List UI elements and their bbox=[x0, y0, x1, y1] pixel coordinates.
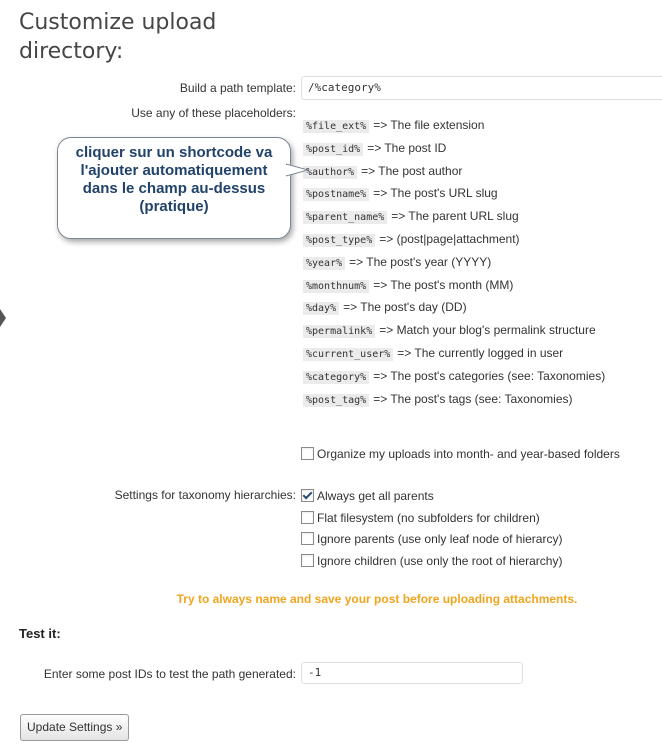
placeholders-label: Use any of these placeholders: bbox=[131, 106, 296, 120]
placeholder-code[interactable]: %category% bbox=[303, 371, 369, 384]
taxonomy-checkbox[interactable] bbox=[301, 554, 314, 567]
callout-annotation: cliquer sur un shortcode va l'ajouter automatiquement dans le champ au-dessus (pratique) bbox=[57, 137, 291, 239]
placeholder-item bbox=[303, 390, 573, 408]
placeholder-code[interactable]: %monthnum% bbox=[303, 280, 369, 293]
placeholder-code[interactable]: %postname% bbox=[303, 188, 369, 201]
placeholder-description: => Match your blog's permalink structure bbox=[379, 323, 596, 338]
update-settings-button[interactable]: Update Settings » bbox=[20, 714, 129, 741]
placeholder-code[interactable]: %post_type% bbox=[303, 234, 375, 247]
placeholder-code[interactable]: %current_user% bbox=[303, 348, 393, 361]
test-ids-label: Enter some post IDs to test the path generated: bbox=[43, 667, 296, 681]
taxonomy-checkbox[interactable] bbox=[301, 489, 314, 502]
notice-text: Try to always name and save your post before uploading attachments. bbox=[176, 592, 578, 606]
callout-tail bbox=[286, 160, 310, 182]
page-title: Customize upload directory: bbox=[19, 10, 217, 64]
placeholder-code[interactable]: %author% bbox=[303, 166, 357, 179]
placeholder-description: => The currently logged in user bbox=[397, 346, 564, 360]
placeholder-item bbox=[303, 276, 513, 294]
placeholder-item bbox=[303, 184, 498, 202]
placeholder-description: => The post's tags (see: Taxonomies) bbox=[373, 391, 573, 406]
placeholder-item bbox=[303, 344, 563, 362]
organize-label: Organize my uploads into month- and year-based folders bbox=[317, 447, 620, 461]
taxonomy-option[interactable] bbox=[301, 488, 434, 504]
placeholder-item bbox=[303, 116, 484, 134]
placeholder-description: => The file extension bbox=[373, 118, 485, 132]
placeholder-description: => The post's URL slug bbox=[373, 186, 498, 201]
test-section-title: Test it: bbox=[19, 626, 61, 641]
placeholder-code[interactable]: %permalink% bbox=[303, 325, 375, 338]
taxonomy-option-label: Ignore parents (use only leaf node of hierarcy) bbox=[317, 532, 563, 546]
placeholder-item bbox=[303, 321, 596, 339]
placeholder-item bbox=[303, 207, 519, 225]
placeholder-description: => The post's month (MM) bbox=[373, 277, 514, 292]
placeholder-code[interactable]: %post_tag% bbox=[303, 394, 369, 407]
placeholder-item bbox=[303, 298, 467, 316]
taxonomy-checkbox[interactable] bbox=[301, 511, 314, 524]
taxonomy-option[interactable] bbox=[301, 531, 562, 547]
path-template-label: Build a path template: bbox=[179, 81, 296, 95]
placeholder-description: => The post ID bbox=[367, 140, 447, 155]
placeholder-description: => The parent URL slug bbox=[391, 209, 519, 224]
placeholder-item bbox=[303, 162, 462, 180]
placeholder-item bbox=[303, 230, 520, 248]
left-arrow-icon bbox=[0, 309, 6, 327]
placeholder-code[interactable]: %file_ext% bbox=[303, 120, 369, 133]
taxonomy-option[interactable] bbox=[301, 510, 540, 526]
organize-checkbox[interactable] bbox=[301, 447, 314, 460]
taxonomy-option[interactable] bbox=[301, 553, 562, 569]
path-template-input[interactable]: /%category% bbox=[301, 76, 662, 100]
placeholder-item bbox=[303, 253, 491, 271]
placeholder-code[interactable]: %post_id% bbox=[303, 143, 363, 156]
taxonomy-checkbox[interactable] bbox=[301, 532, 314, 545]
placeholder-code[interactable]: %year% bbox=[303, 257, 345, 270]
test-ids-input[interactable]: -1 bbox=[301, 662, 523, 684]
placeholder-code[interactable]: %day% bbox=[303, 302, 339, 315]
taxonomy-label: Settings for taxonomy hierarchies: bbox=[114, 488, 296, 502]
taxonomy-option-label: Flat filesystem (no subfolders for children) bbox=[317, 511, 540, 525]
placeholder-item bbox=[303, 367, 605, 385]
placeholder-description: => The post's year (YYYY) bbox=[349, 254, 492, 269]
placeholder-description: => The post's categories (see: Taxonomies) bbox=[373, 368, 606, 383]
organize-option[interactable] bbox=[301, 446, 620, 462]
placeholder-description: => The post author bbox=[361, 163, 463, 178]
placeholder-item bbox=[303, 139, 446, 157]
taxonomy-option-label: Ignore children (use only the root of hierarchy) bbox=[317, 554, 563, 568]
placeholder-code[interactable]: %parent_name% bbox=[303, 211, 387, 224]
taxonomy-option-label: Always get all parents bbox=[317, 489, 434, 503]
placeholder-description: => The post's day (DD) bbox=[343, 300, 467, 315]
placeholder-description: => (post|page|attachment) bbox=[379, 232, 520, 246]
